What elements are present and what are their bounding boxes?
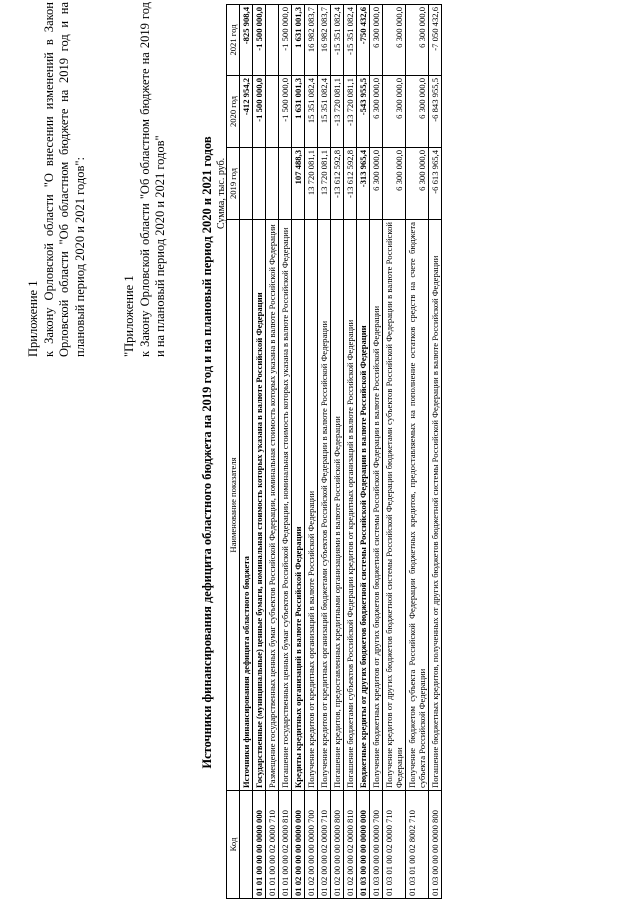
- column-header-name: Наименование показателя: [227, 220, 240, 791]
- appendix-law-reference-quoted: к Закону Орловской области "Об областном бюджете на 2019 год и на плановый период 2020 и 2021 годов": [137, 2, 167, 357]
- row-name: Погашение бюджетных кредитов, полученных от других бюджетов бюджетной системы Российской Федерации в валюте Российской Федерации: [429, 220, 442, 791]
- row-value-2021: 6 300 000,0: [370, 5, 383, 76]
- row-name: Получение кредитов от кредитных организаций в валюте Российской Федерации: [305, 220, 318, 791]
- row-value-2020: 1 631 001,3: [292, 76, 305, 148]
- table-row: [406, 5, 429, 899]
- row-value-2021: -1 500 000,0: [253, 5, 266, 76]
- row-code: 01 02 00 00 02 0000 810: [344, 791, 357, 899]
- row-value-2019: [253, 148, 266, 220]
- row-code: 01 02 00 00 00 0000 700: [305, 791, 318, 899]
- row-value-2019: [240, 148, 253, 220]
- row-code: 01 01 00 00 00 0000 000: [253, 791, 266, 899]
- row-name: Получение кредитов от других бюджетов бюджетной системы Российской Федерации бюджетами субъектов Российской Федерации в валюте Российской Федерации: [383, 220, 406, 791]
- table-row: [305, 5, 318, 899]
- row-code: 01 02 00 00 00 0000 000: [292, 791, 305, 899]
- row-value-2020: 6 300 000,0: [383, 76, 406, 148]
- row-value-2020: -412 954,2: [240, 76, 253, 148]
- row-value-2020: 6 300 000,0: [370, 76, 383, 148]
- row-value-2019: 6 300 000,0: [370, 148, 383, 220]
- row-value-2019: [279, 148, 292, 220]
- row-value-2019: -13 612 592,8: [344, 148, 357, 220]
- column-header-2021: 2021 год: [227, 5, 240, 76]
- column-header-2019: 2019 год: [227, 148, 240, 220]
- row-code: [240, 791, 253, 899]
- row-name: Погашение кредитов, предоставленных кредитными организациями в валюте Российской Федерации: [331, 220, 344, 791]
- row-value-2021: -825 908,4: [240, 5, 253, 76]
- row-value-2021: [266, 5, 279, 76]
- row-code: 01 02 00 00 00 0000 800: [331, 791, 344, 899]
- row-value-2020: -6 843 955,5: [429, 76, 442, 148]
- row-value-2019: 6 300 000,0: [383, 148, 406, 220]
- row-value-2020: 6 300 000,0: [406, 76, 429, 148]
- row-value-2020: -1 500 000,0: [253, 76, 266, 148]
- table-row: [279, 5, 292, 899]
- row-value-2019: -13 612 592,8: [331, 148, 344, 220]
- row-value-2021: -750 432,6: [357, 5, 370, 76]
- row-code: 01 03 01 00 02 0000 710: [383, 791, 406, 899]
- row-value-2020: -543 955,5: [357, 76, 370, 148]
- row-value-2021: -7 050 432,6: [429, 5, 442, 76]
- appendix-header-2: [122, 2, 169, 357]
- table-row: [357, 5, 370, 899]
- row-value-2021: 6 300 000,0: [383, 5, 406, 76]
- budget-sources-table: [226, 4, 442, 899]
- row-code: 01 03 00 00 00 0000 000: [357, 791, 370, 899]
- row-name: Размещение государственных ценных бумаг субъектов Российской Федерации, номинальная стоимость которых указана в валюте Российской Федерации: [266, 220, 279, 791]
- table-row: [331, 5, 344, 899]
- row-value-2019: [266, 148, 279, 220]
- table-body: [240, 5, 442, 899]
- row-code: 01 03 00 00 00 0000 700: [370, 791, 383, 899]
- row-name: Получение кредитов от кредитных организаций бюджетами субъектов Российской Федерации в валюте Российской Федерации: [318, 220, 331, 791]
- table-row: [370, 5, 383, 899]
- row-value-2019: 107 488,3: [292, 148, 305, 220]
- row-value-2021: -1 500 000,0: [279, 5, 292, 76]
- units-label: Сумма, тыс. руб.: [216, 157, 227, 229]
- row-value-2020: -13 720 081,1: [331, 76, 344, 148]
- row-name: Государственные (муниципальные) ценные бумаги, номинальная стоимость которых указана в валюте Российской Федерации: [253, 220, 266, 791]
- row-name: Кредиты кредитных организаций в валюте Российской Федерации: [292, 220, 305, 791]
- row-value-2019: 13 720 081,1: [305, 148, 318, 220]
- row-value-2021: -15 351 082,4: [344, 5, 357, 76]
- row-name: Погашение государственных ценных бумаг субъектов Российской Федерации, номинальная стоимость которых указана в валюте Российской Федерации: [279, 220, 292, 791]
- row-value-2019: -313 965,4: [357, 148, 370, 220]
- row-name: Погашение бюджетами субъектов Российской Федерации кредитов от кредитных организаций в валюте Российской Федерации: [344, 220, 357, 791]
- column-header-code: Код: [227, 791, 240, 899]
- column-header-2020: 2020 год: [227, 76, 240, 148]
- table-row: [344, 5, 357, 899]
- row-value-2021: 1 631 001,3: [292, 5, 305, 76]
- row-value-2020: -13 720 081,1: [344, 76, 357, 148]
- row-name: Бюджетные кредиты от других бюджетов бюджетной системы Российской Федерации в валюте Российской Федерации: [357, 220, 370, 791]
- row-value-2020: [266, 76, 279, 148]
- row-value-2021: 16 982 083,7: [318, 5, 331, 76]
- row-code: 01 02 00 00 02 0000 710: [318, 791, 331, 899]
- row-code: 01 03 01 00 02 8002 710: [406, 791, 429, 899]
- table-row: [383, 5, 406, 899]
- row-value-2021: 16 982 083,7: [305, 5, 318, 76]
- row-value-2020: 15 351 082,4: [318, 76, 331, 148]
- appendix-law-reference: к Закону Орловской области "О внесении изменений в Закон Орловской области "Об областном бюджете на 2019 год и на плановый период 2020 и 2021 годов":: [41, 2, 87, 357]
- row-value-2019: -6 613 965,4: [429, 148, 442, 220]
- appendix-number-quoted: "Приложение 1: [122, 275, 136, 357]
- row-value-2020: -1 500 000,0: [279, 76, 292, 148]
- appendix-number: Приложение 1: [26, 280, 40, 357]
- appendix-header-1: [26, 2, 88, 357]
- table-row: [266, 5, 279, 899]
- table-row: [240, 5, 253, 899]
- row-value-2021: 6 300 000,0: [406, 5, 429, 76]
- table-row: [318, 5, 331, 899]
- row-code: 01 01 00 00 02 0000 810: [279, 791, 292, 899]
- row-value-2021: -15 351 082,4: [331, 5, 344, 76]
- row-value-2020: 15 351 082,4: [305, 76, 318, 148]
- row-name: Получение бюджетом субъекта Российской Федерации бюджетных кредитов, предоставляемых на пополнение остатков средств на счете бюджета субъекта Российской Федерации: [406, 220, 429, 791]
- row-value-2019: 6 300 000,0: [406, 148, 429, 220]
- row-name: Получение бюджетных кредитов от других бюджетов бюджетной системы Российской Федерации в валюте Российской Федерации: [370, 220, 383, 791]
- table-row: [429, 5, 442, 899]
- row-code: 01 01 00 00 02 0000 710: [266, 791, 279, 899]
- document-title: Источники финансирования дефицита областного бюджета на 2019 год и на плановый период 2020 и 2021 годов: [200, 136, 214, 769]
- row-value-2019: 13 720 081,1: [318, 148, 331, 220]
- table-row: [253, 5, 266, 899]
- row-name: Источники финансирования дефицита областного бюджета: [240, 220, 253, 791]
- table-row: [292, 5, 305, 899]
- row-code: 01 03 00 00 00 0000 800: [429, 791, 442, 899]
